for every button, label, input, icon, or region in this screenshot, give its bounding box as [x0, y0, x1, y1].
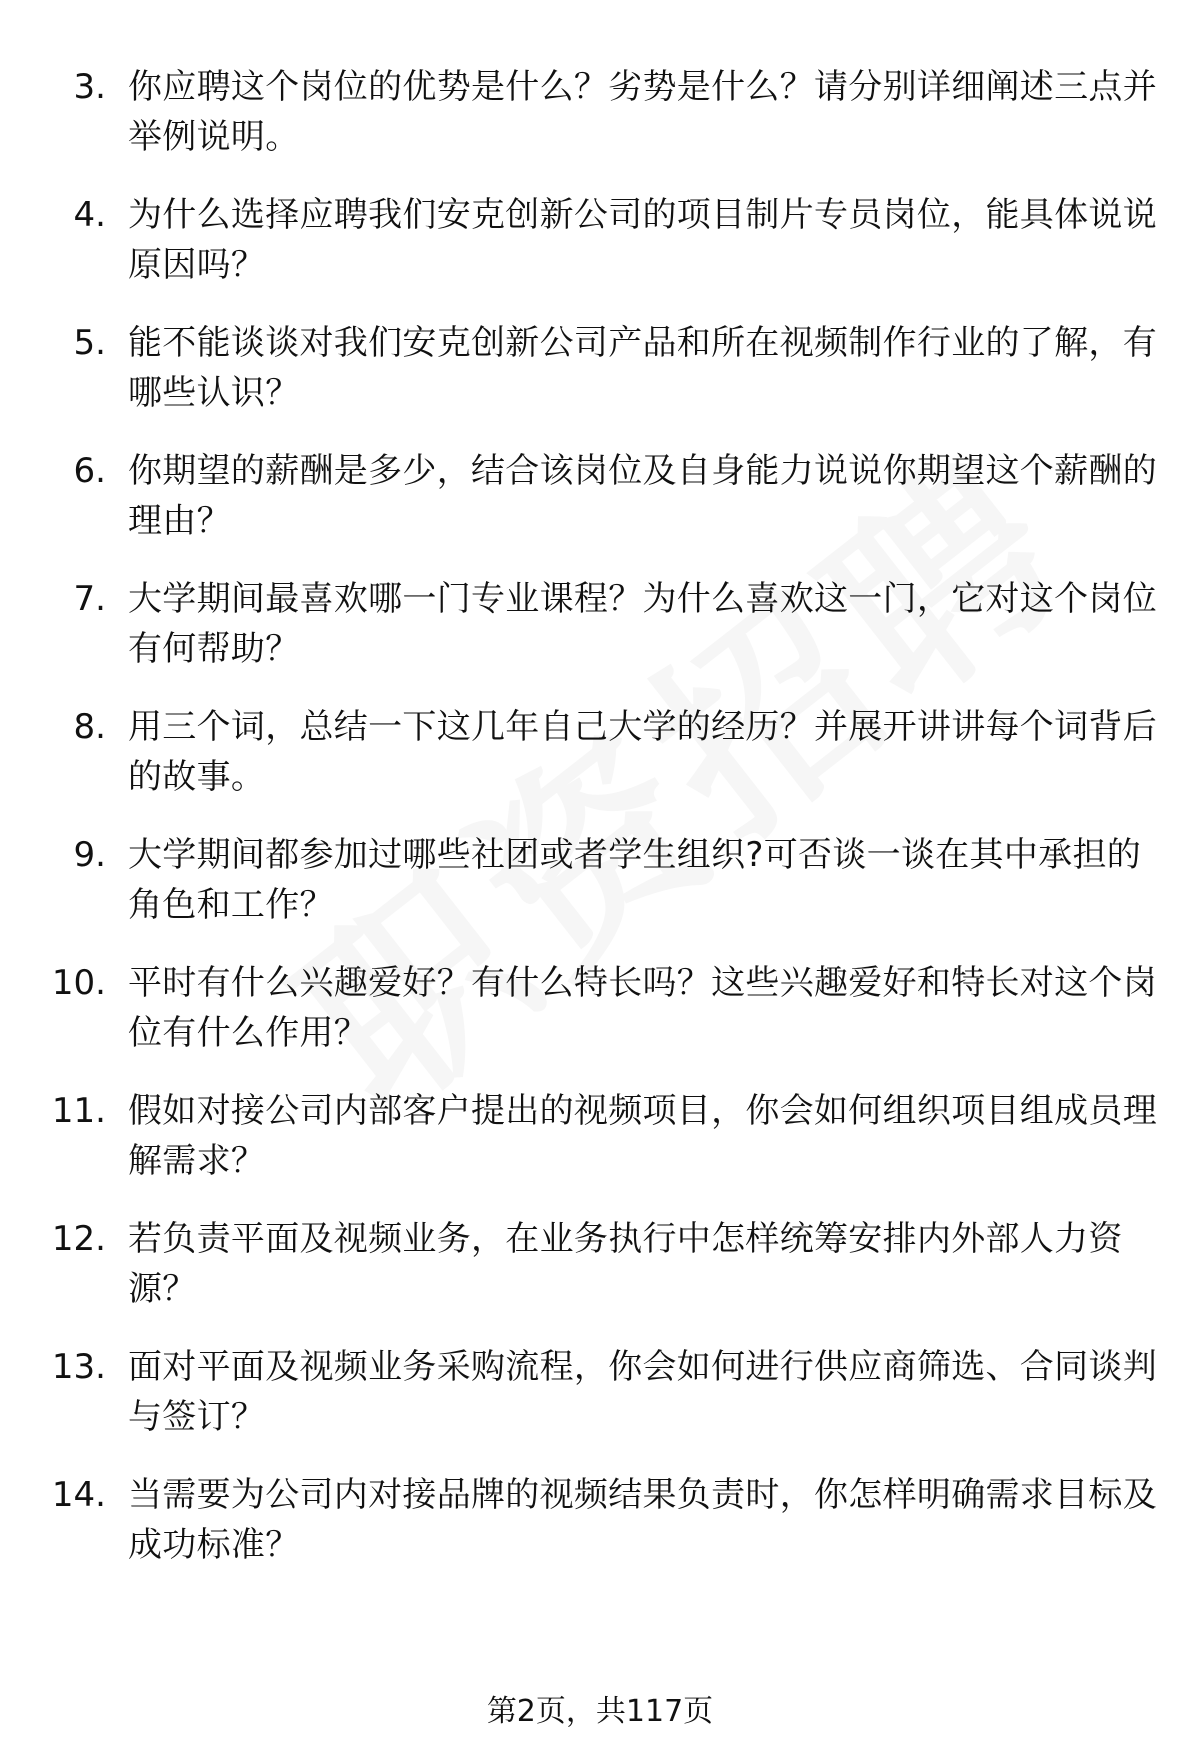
question-number: 3.	[73, 67, 106, 107]
question-number: 5.	[73, 323, 106, 363]
question-text: 你期望的薪酬是多少，结合该岗位及自身能力说说你期望这个薪酬的理由？	[128, 451, 1157, 541]
question-number: 11.	[51, 1091, 106, 1131]
question-number: 10.	[51, 963, 106, 1003]
question-item	[0, 318, 1200, 446]
question-item	[0, 62, 1200, 190]
question-item	[0, 1470, 1200, 1598]
question-number: 4.	[73, 195, 106, 235]
question-number: 6.	[73, 451, 106, 491]
question-item	[0, 830, 1200, 958]
question-text: 大学期间都参加过哪些社团或者学生组织?可否谈一谈在其中承担的角色和工作？	[128, 835, 1142, 925]
question-text: 当需要为公司内对接品牌的视频结果负责时，你怎样明确需求目标及成功标准？	[128, 1475, 1157, 1565]
question-text: 用三个词，总结一下这几年自己大学的经历？并展开讲讲每个词背后的故事。	[128, 707, 1157, 797]
question-number: 8.	[73, 707, 106, 747]
question-item	[0, 446, 1200, 574]
question-text: 平时有什么兴趣爱好？有什么特长吗？这些兴趣爱好和特长对这个岗位有什么作用？	[128, 963, 1157, 1053]
question-item	[0, 1214, 1200, 1342]
question-number: 14.	[51, 1475, 106, 1515]
question-number: 12.	[51, 1219, 106, 1259]
question-item	[0, 1342, 1200, 1470]
question-item	[0, 702, 1200, 830]
question-item	[0, 1086, 1200, 1214]
question-text: 假如对接公司内部客户提出的视频项目，你会如何组织项目组成员理解需求？	[128, 1091, 1157, 1181]
question-number: 9.	[73, 835, 106, 875]
question-text: 能不能谈谈对我们安克创新公司产品和所在视频制作行业的了解，有哪些认识？	[128, 323, 1157, 413]
question-number: 13.	[51, 1347, 106, 1387]
question-text: 面对平面及视频业务采购流程，你会如何进行供应商筛选、合同谈判与签订？	[128, 1347, 1157, 1437]
question-text: 大学期间最喜欢哪一门专业课程？为什么喜欢这一门，它对这个岗位有何帮助？	[128, 579, 1157, 669]
question-item	[0, 958, 1200, 1086]
question-text: 为什么选择应聘我们安克创新公司的项目制片专员岗位，能具体说说原因吗？	[128, 195, 1157, 285]
question-number: 7.	[73, 579, 106, 619]
page-footer: 第2页，共117页	[486, 1694, 714, 1729]
question-text: 你应聘这个岗位的优势是什么？劣势是什么？请分别详细阐述三点并举例说明。	[128, 67, 1157, 157]
question-text: 若负责平面及视频业务，在业务执行中怎样统筹安排内外部人力资源？	[128, 1219, 1123, 1309]
question-item	[0, 574, 1200, 702]
question-list	[0, 62, 1200, 1598]
question-item	[0, 190, 1200, 318]
